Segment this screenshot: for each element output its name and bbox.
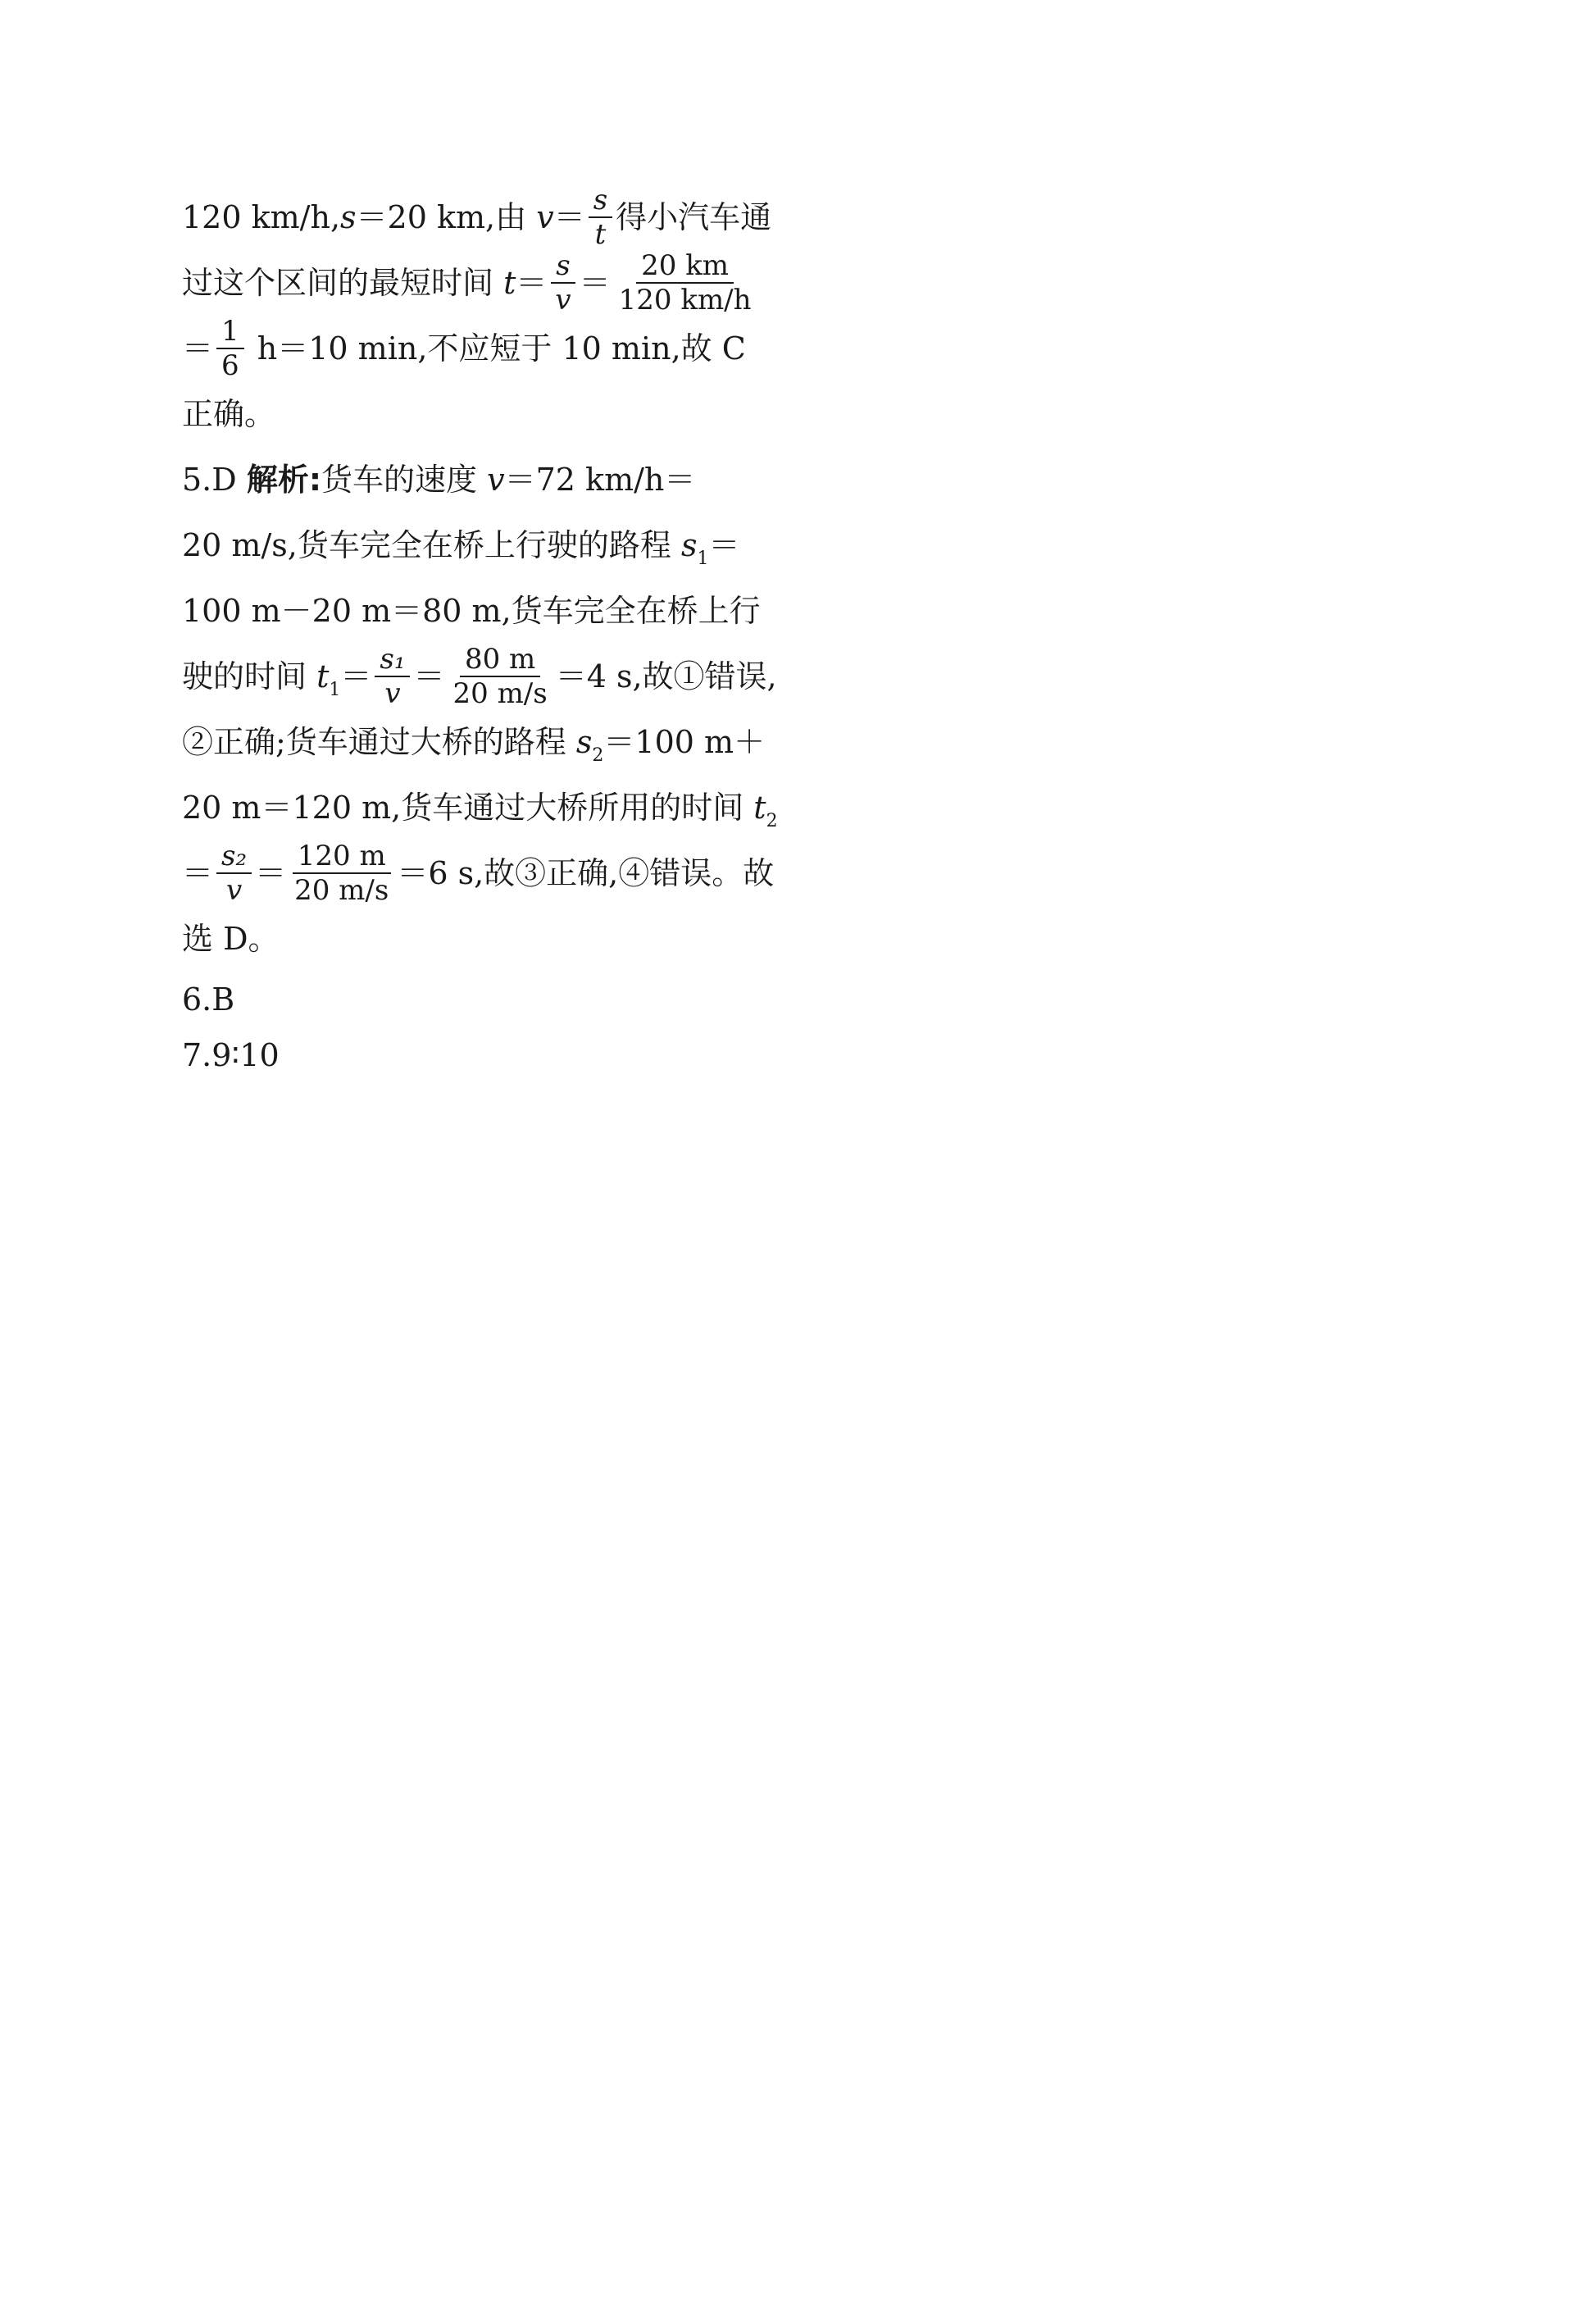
analysis-label: 解析: <box>246 462 322 498</box>
fraction: $\frac{20 km}{120 km/h}$ <box>618 248 752 316</box>
fraction: $\frac{s}{t}$ <box>589 184 612 251</box>
question-5-line: 5.D 解析:货车的速度 v＝72 km/h＝ <box>182 462 696 498</box>
question-number: 5.D <box>182 462 237 498</box>
text-line: 正确。 <box>182 396 276 432</box>
text-line: 120 km/h,s＝20 km,由 v＝ $\frac{s}{t}$ 得小汽车通 <box>182 183 772 251</box>
left-column <box>182 184 780 1083</box>
text-line: 选 D。 <box>182 921 280 957</box>
text-line: ＝ $\frac{\text{s₂}}{v}$ ＝ $\frac{120 m}{20 m/s}$ ＝6 s,故③正确,④错误。故 <box>182 839 775 907</box>
fraction: $\frac{120 m}{20 m/s}$ <box>289 840 393 907</box>
fraction: $\frac{\text{s₂}}{v}$ <box>216 840 252 907</box>
text-line: 100 m－20 m＝80 m,货车完全在桥上行 <box>182 593 761 629</box>
fraction: $\frac{1}{6}$ <box>216 315 244 382</box>
fraction: $\frac{\text{s₁}}{v}$ <box>375 643 410 710</box>
text-line: 过这个区间的最短时间 t＝ $\frac{s}{v}$ ＝ $\frac{20 km}{120 km/h}$ <box>182 250 780 316</box>
question-7-answer: 7.9∶10 <box>182 1037 280 1073</box>
text-line: 驶的时间 $t_1=$ $\frac{\text{s₁}}{v}$ ＝ $\frac{80 m}{20 m/s}$ ＝4 s,故①错误, <box>182 642 777 710</box>
text-line: 20 m＝120 m,货车通过大桥所用的时间 $t_2$ <box>182 790 778 831</box>
text-line: ＝ $\frac{1}{6}$ h＝10 min,不应短于 10 min,故 C <box>182 314 746 382</box>
text-line: 20 m/s,货车完全在桥上行驶的路程 $s_1=$ <box>182 527 740 569</box>
fraction: $\frac{s}{v}$ <box>550 249 575 316</box>
question-6-answer: 6.B <box>182 981 235 1018</box>
fraction: $\frac{80 m}{20 m/s}$ <box>452 642 548 710</box>
text-line: ②正确;货车通过大桥的路程 $s_2=100$ m＋ <box>182 724 766 766</box>
